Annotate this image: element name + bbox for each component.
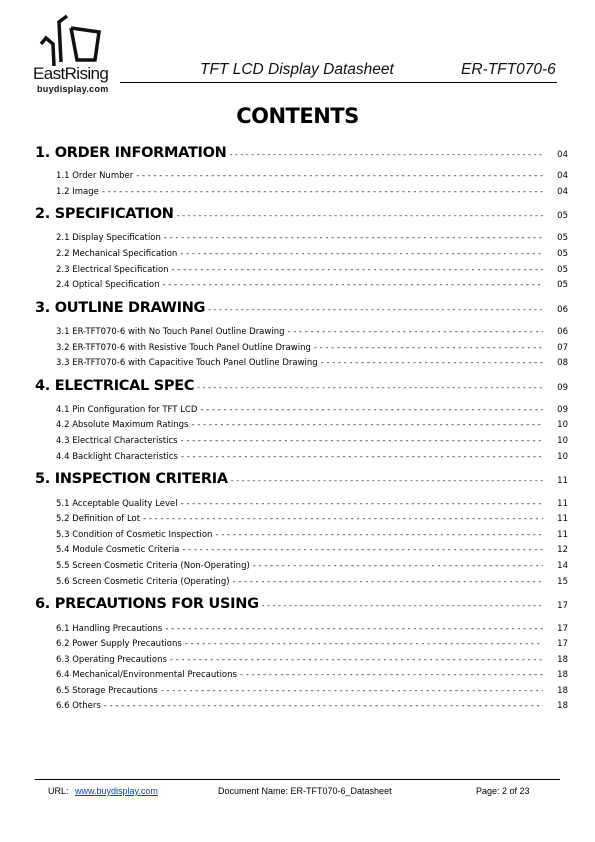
toc-section[interactable] <box>35 378 568 394</box>
leader-dots <box>170 655 543 665</box>
toc-page-number: 18 <box>557 670 568 680</box>
toc-page-number: 05 <box>557 280 568 290</box>
toc-item-label: 5.1 Acceptable Quality Level <box>56 499 178 509</box>
leader-dots <box>314 343 543 353</box>
leader-dots <box>181 436 543 446</box>
toc-section[interactable] <box>35 206 568 222</box>
toc-page-number: 05 <box>557 249 568 259</box>
footer-document-name: Document Name: ER-TFT070-6_Datasheet <box>218 786 392 796</box>
toc-page-number: 15 <box>557 577 568 587</box>
toc-section-label: 4. ELECTRICAL SPEC <box>35 378 195 394</box>
toc-page-number: 05 <box>557 265 568 275</box>
footer-url-link[interactable]: www.buydisplay.com <box>75 786 158 796</box>
toc-item-label: 1.2 Image <box>56 187 99 197</box>
leader-dots <box>143 514 543 524</box>
toc-section-label: 2. SPECIFICATION <box>35 206 174 222</box>
toc-item[interactable] <box>56 670 568 680</box>
toc-item-label: 6.6 Others <box>56 701 101 711</box>
eastrising-logo <box>33 14 128 94</box>
toc-item-label: 2.2 Mechanical Specification <box>56 249 178 259</box>
leader-dots <box>288 327 544 337</box>
toc-page-number: 05 <box>557 211 568 221</box>
toc-page-number: 06 <box>557 305 568 315</box>
toc-item[interactable] <box>56 452 568 462</box>
toc-item[interactable] <box>56 639 568 649</box>
toc-item[interactable] <box>56 171 568 181</box>
toc-item[interactable] <box>56 420 568 430</box>
toc-item[interactable] <box>56 249 568 259</box>
toc-page-number: 10 <box>557 452 568 462</box>
toc-section-label: 3. OUTLINE DRAWING <box>35 300 206 316</box>
leader-dots <box>102 187 543 197</box>
toc-page-number: 12 <box>557 545 568 555</box>
toc-page-number: 11 <box>557 476 568 486</box>
toc-item[interactable] <box>56 624 568 634</box>
toc-item-label: 3.2 ER-TFT070-6 with Resistive Touch Panel Outline Drawing <box>56 343 311 353</box>
toc-item-label: 4.4 Backlight Characteristics <box>56 452 178 462</box>
toc-item[interactable] <box>56 343 568 353</box>
toc-item-label: 5.5 Screen Cosmetic Criteria (Non-Operating) <box>56 561 250 571</box>
toc-section[interactable] <box>35 596 568 612</box>
logo-mark-icon <box>37 14 109 66</box>
toc-item-label: 6.3 Operating Precautions <box>56 655 167 665</box>
toc-item[interactable] <box>56 405 568 415</box>
leader-dots <box>165 624 543 634</box>
document-title: TFT LCD Display Datasheet <box>200 61 394 78</box>
toc-page-number: 17 <box>557 624 568 634</box>
toc-item-label: 3.1 ER-TFT070-6 with No Touch Panel Outline Drawing <box>56 327 285 337</box>
toc-page-number: 05 <box>557 233 568 243</box>
toc-page-number: 04 <box>557 171 568 181</box>
leader-dots <box>197 383 543 392</box>
toc-page-number: 18 <box>557 655 568 665</box>
toc-item-label: 4.3 Electrical Characteristics <box>56 436 178 446</box>
toc-page-number: 17 <box>557 639 568 649</box>
toc-item[interactable] <box>56 187 568 197</box>
leader-dots <box>321 358 543 368</box>
toc-item[interactable] <box>56 514 568 524</box>
footer-url-label: URL: <box>48 786 69 796</box>
toc-item[interactable] <box>56 701 568 711</box>
toc-item[interactable] <box>56 436 568 446</box>
leader-dots <box>161 686 543 696</box>
toc-page-number: 18 <box>557 701 568 711</box>
header-rule <box>120 82 557 83</box>
brand-name: EastRising <box>33 64 109 83</box>
leader-dots <box>233 577 543 587</box>
page-footer <box>0 786 595 800</box>
brand-url: buydisplay.com <box>37 84 109 94</box>
leader-dots <box>136 171 543 181</box>
leader-dots <box>164 233 543 243</box>
leader-dots <box>262 601 543 610</box>
toc-item-label: 4.2 Absolute Maximum Ratings <box>56 420 189 430</box>
toc-page-number: 09 <box>557 383 568 393</box>
toc-section[interactable] <box>35 300 568 316</box>
footer-rule <box>35 779 560 780</box>
leader-dots <box>215 530 543 540</box>
toc-item-label: 4.1 Pin Configuration for TFT LCD <box>56 405 198 415</box>
toc-item[interactable] <box>56 686 568 696</box>
toc-item[interactable] <box>56 530 568 540</box>
toc-item[interactable] <box>56 233 568 243</box>
toc-section-label: 1. ORDER INFORMATION <box>35 145 227 161</box>
leader-dots <box>180 249 543 259</box>
toc-item[interactable] <box>56 561 568 571</box>
toc-item-label: 6.2 Power Supply Precautions <box>56 639 182 649</box>
toc-item-label: 5.4 Module Cosmetic Criteria <box>56 545 180 555</box>
leader-dots <box>200 405 543 415</box>
toc-item-label: 6.4 Mechanical/Environmental Precautions <box>56 670 237 680</box>
leader-dots <box>185 639 543 649</box>
leader-dots <box>181 499 543 509</box>
toc-item[interactable] <box>56 545 568 555</box>
leader-dots <box>208 305 543 314</box>
leader-dots <box>104 701 543 711</box>
model-number: ER-TFT070-6 <box>461 61 556 78</box>
toc-section[interactable] <box>35 145 568 161</box>
toc-page-number: 10 <box>557 436 568 446</box>
leader-dots <box>230 150 544 159</box>
footer-page-info: Page: 2 of 23 <box>476 786 530 796</box>
toc-page-number: 10 <box>557 420 568 430</box>
toc-page-number: 09 <box>557 405 568 415</box>
toc-item-label: 3.3 ER-TFT070-6 with Capacitive Touch Panel Outline Drawing <box>56 358 318 368</box>
toc-page-number: 18 <box>557 686 568 696</box>
toc-page-number: 07 <box>557 343 568 353</box>
toc-item[interactable] <box>56 577 568 587</box>
page-header <box>0 0 595 94</box>
toc-item-label: 5.6 Screen Cosmetic Criteria (Operating) <box>56 577 230 587</box>
toc-item-label: 5.2 Definition of Lot <box>56 514 141 524</box>
toc-item-label: 1.1 Order Number <box>56 171 134 181</box>
leader-dots <box>240 670 543 680</box>
toc-item[interactable] <box>56 327 568 337</box>
toc-page-number: 11 <box>557 499 568 509</box>
toc-page-number: 11 <box>557 530 568 540</box>
toc-item[interactable] <box>56 499 568 509</box>
toc-item-label: 2.1 Display Specification <box>56 233 161 243</box>
toc-section[interactable] <box>35 471 568 487</box>
leader-dots <box>172 265 543 275</box>
leader-dots <box>231 476 543 485</box>
leader-dots <box>192 420 544 430</box>
toc-page-number: 06 <box>557 327 568 337</box>
toc-item[interactable] <box>56 265 568 275</box>
toc-item-label: 2.3 Electrical Specification <box>56 265 169 275</box>
toc-page-number: 08 <box>557 358 568 368</box>
leader-dots <box>177 211 543 220</box>
toc-item-label: 2.4 Optical Specification <box>56 280 160 290</box>
toc-section-label: 5. INSPECTION CRITERIA <box>35 471 228 487</box>
toc-item[interactable] <box>56 655 568 665</box>
toc-item[interactable] <box>56 358 568 368</box>
page-title: CONTENTS <box>236 104 359 128</box>
toc-item-label: 6.5 Storage Precautions <box>56 686 158 696</box>
toc-item-label: 6.1 Handling Precautions <box>56 624 163 634</box>
leader-dots <box>181 452 543 462</box>
toc-page-number: 04 <box>557 187 568 197</box>
toc-section-label: 6. PRECAUTIONS FOR USING <box>35 596 259 612</box>
leader-dots <box>182 545 543 555</box>
toc-page-number: 04 <box>557 150 568 160</box>
toc-page-number: 11 <box>557 514 568 524</box>
leader-dots <box>163 280 543 290</box>
toc-page-number: 17 <box>557 601 568 611</box>
toc-item[interactable] <box>56 280 568 290</box>
toc-page-number: 14 <box>557 561 568 571</box>
toc-item-label: 5.3 Condition of Cosmetic Inspection <box>56 530 213 540</box>
leader-dots <box>253 561 543 571</box>
